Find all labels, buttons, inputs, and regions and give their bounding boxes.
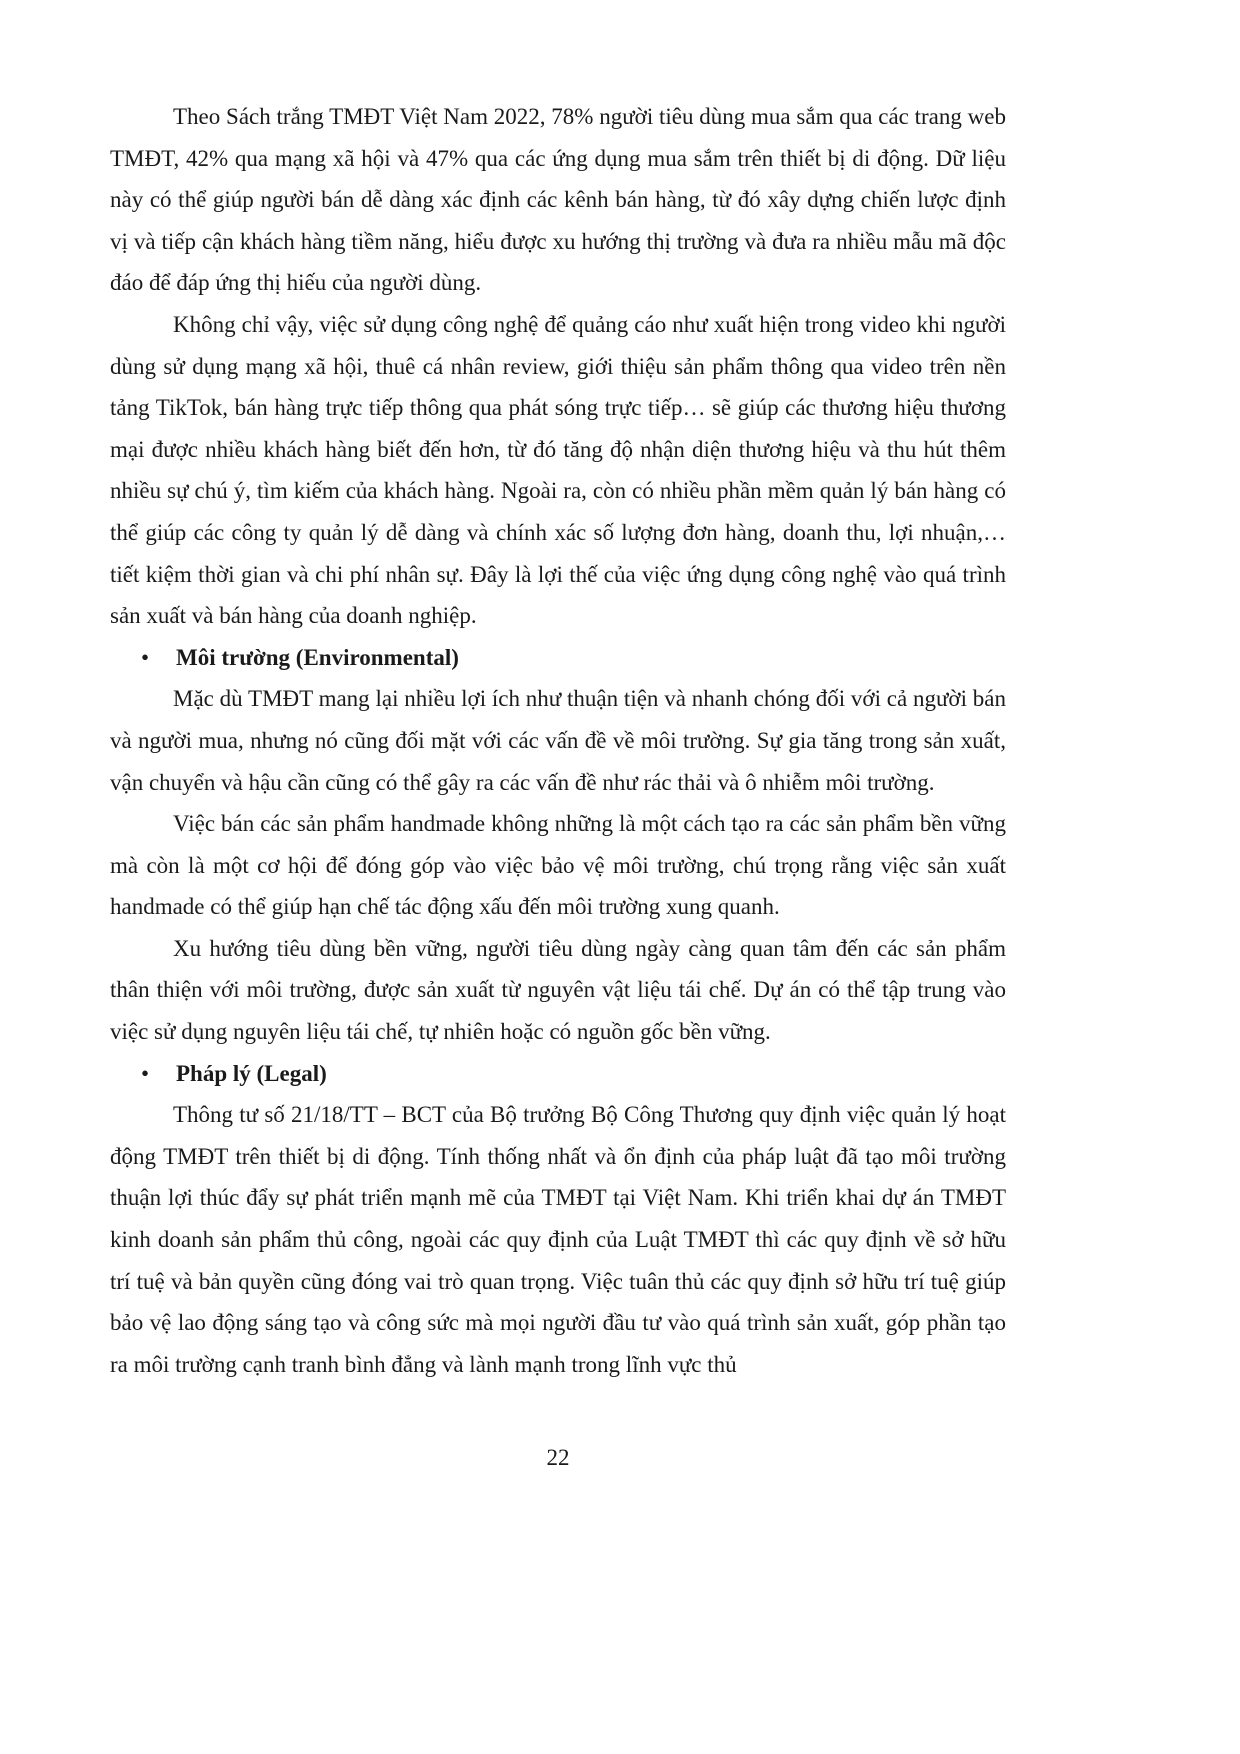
document-body <box>110 96 1006 1385</box>
section-heading-legal: Pháp lý (Legal) <box>176 1060 327 1086</box>
section-heading-environmental: Môi trường (Environmental) <box>176 644 459 670</box>
paragraph-intro-2: Không chỉ vậy, việc sử dụng công nghệ để quảng cáo như xuất hiện trong video khi người dùng sử dụng mạng xã hội, thuê cá nhân review, giới thiệu sản phẩm thông qua video trên nền tảng TikTok, bán hàng trực tiếp thông qua phát sóng trực tiếp… sẽ giúp các thương hiệu thương mại được nhiều khách hàng biết đến hơn, từ đó tăng độ nhận diện thương hiệu và thu hút thêm nhiều sự chú ý, tìm kiếm của khách hàng. Ngoài ra, còn có nhiều phần mềm quản lý bán hàng có thể giúp các công ty quản lý dễ dàng và chính xác số lượng đơn hàng, doanh thu, lợi nhuận,… tiết kiệm thời gian và chi phí nhân sự. Đây là lợi thế của việc ứng dụng công nghệ vào quá trình sản xuất và bán hàng của doanh nghiệp. <box>110 311 1006 629</box>
paragraph-legal-1: Thông tư số 21/18/TT – BCT của Bộ trưởng Bộ Công Thương quy định việc quản lý hoạt động TMĐT trên thiết bị di động. Tính thống nhất và ổn định của pháp luật đã tạo môi trường thuận lợi thúc đẩy sự phát triển mạnh mẽ của TMĐT tại Việt Nam. Khi triển khai dự án TMĐT kinh doanh sản phẩm thủ công, ngoài các quy định của Luật TMĐT thì các quy định về sở hữu trí tuệ và bản quyền cũng đóng vai trò quan trọng. Việc tuân thủ các quy định sở hữu trí tuệ giúp bảo vệ lao động sáng tạo và công sức mà mọi người đầu tư vào quá trình sản xuất, góp phần tạo ra môi trường cạnh tranh bình đẳng và lành mạnh trong lĩnh vực thủ <box>110 1102 1006 1377</box>
bullet-heading-environmental <box>110 637 1006 679</box>
paragraph-intro-1: Theo Sách trắng TMĐT Việt Nam 2022, 78% người tiêu dùng mua sắm qua các trang web TMĐT, 42% qua mạng xã hội và 47% qua các ứng dụng mua sắm trên thiết bị di động. Dữ liệu này có thể giúp người bán dễ dàng xác định các kênh bán hàng, từ đó xây dựng chiến lược định vị và tiếp cận khách hàng tiềm năng, hiểu được xu hướng thị trường và đưa ra nhiều mẫu mã độc đáo để đáp ứng thị hiếu của người dùng. <box>110 104 1006 296</box>
bullet-icon: • <box>141 644 150 670</box>
paragraph-environmental-2: Việc bán các sản phẩm handmade không những là một cách tạo ra các sản phẩm bền vững mà còn là một cơ hội để đóng góp vào việc bảo vệ môi trường, chú trọng rằng việc sản xuất handmade có thể giúp hạn chế tác động xấu đến môi trường xung quanh. <box>110 811 1006 920</box>
bullet-heading-legal <box>110 1053 1006 1095</box>
paragraph-environmental-3: Xu hướng tiêu dùng bền vững, người tiêu dùng ngày càng quan tâm đến các sản phẩm thân thiện với môi trường, được sản xuất từ nguyên vật liệu tái chế. Dự án có thể tập trung vào việc sử dụng nguyên liệu tái chế, tự nhiên hoặc có nguồn gốc bền vững. <box>110 935 1006 1045</box>
page-number: 22 <box>546 1445 570 1470</box>
bullet-icon: • <box>141 1060 150 1086</box>
paragraph-environmental-1: Mặc dù TMĐT mang lại nhiều lợi ích như thuận tiện và nhanh chóng đối với cả người bán và người mua, nhưng nó cũng đối mặt với các vấn đề về môi trường. Sự gia tăng trong sản xuất, vận chuyển và hậu cần cũng có thể gây ra các vấn đề như rác thải và ô nhiễm môi trường. <box>110 686 1006 795</box>
